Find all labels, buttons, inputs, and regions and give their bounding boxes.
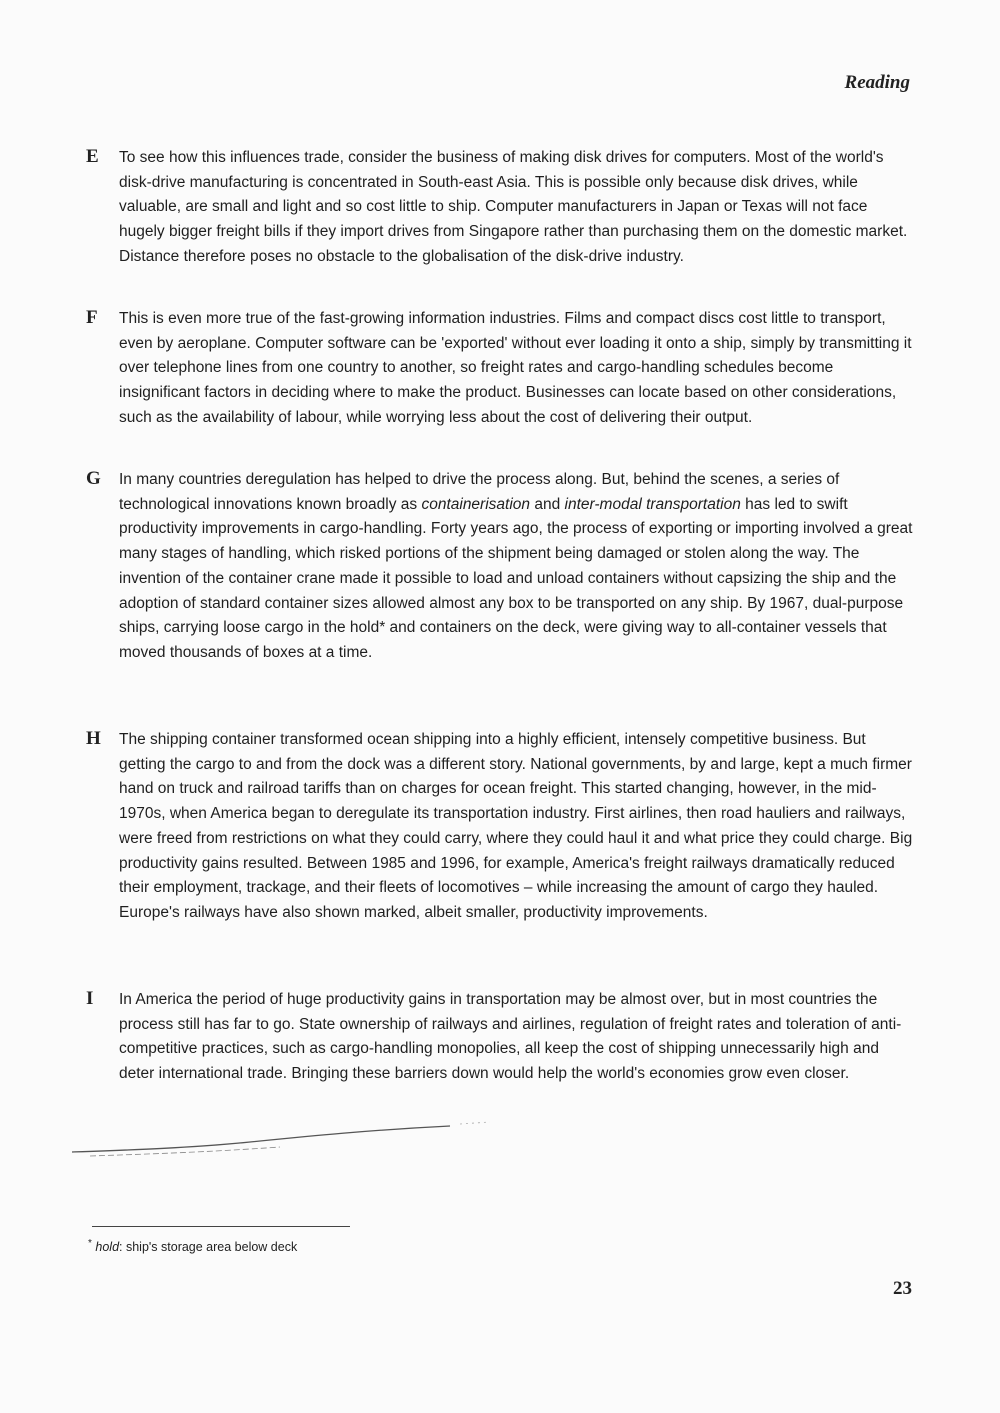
paragraph-g: [86, 468, 916, 666]
paragraph-text: The shipping container transformed ocean shipping into a highly efficient, intensely competitive business. But getting the cargo to and from the dock was a different story. National governments, by and large, kept a much firmer hand on truck and railroad tariffs than on charges for ocean freight. This started changing, however, in the mid-1970s, when America began to deregulate its transportation industry. First airlines, then road hauliers and railways, were freed from restrictions on what they could carry, where they could haul it and what price they could charge. Big productivity gains resulted. Between 1985 and 1996, for example, America's freight railways dramatically reduced their employment, trackage, and their fleets of locomotives – while increasing the amount of cargo they hauled. Europe's railways have also shown marked, albeit smaller, productivity improvements.: [119, 731, 913, 921]
paragraph-letter: I: [86, 988, 94, 1009]
paragraph-text: To see how this influences trade, consider the business of making disk drives for computers. Most of the world's disk-drive manufacturing is concentrated in South-east Asia. This is possible only because disk drives, while valuable, are small and light and so cost little to ship. Computer manufacturers in Japan or Texas will not face hugely bigger freight bills if they import drives from Singapore rather than purchasing them on the domestic market. Distance therefore poses no obstacle to the globalisation of the disk-drive industry.: [119, 149, 908, 265]
footnote-divider: [92, 1226, 350, 1227]
paragraph-text: [119, 468, 916, 666]
paragraph-letter: G: [86, 468, 101, 489]
paragraph-text: This is even more true of the fast-growing information industries. Films and compact discs cost little to transport, even by aeroplane. Computer software can be 'exported' without ever loading it onto a ship, simply by transmitting it over telephone lines from one country to another, so freight rates and cargo-handling schedules become insignificant factors in deciding where to make the product. Businesses can locate based on other considerations, such as the availability of labour, while worrying less about the cost of delivering their output.: [119, 310, 912, 426]
footnote-term: hold: [95, 1240, 120, 1255]
paragraph-e: [86, 146, 916, 270]
pen-underline-mark: [70, 1112, 500, 1162]
footnote: [88, 1238, 297, 1254]
italic-term: inter-modal transportation: [564, 495, 741, 513]
paragraph-letter: H: [86, 728, 101, 749]
footnote-definition: : ship's storage area below deck: [119, 1240, 298, 1255]
section-header: Reading: [844, 72, 910, 93]
paragraph-text-part: has led to swift productivity improvements in cargo-handling. Forty years ago, the process of exporting or importing involved a great many stages of handling, which risked portions of the shipment being damaged or stolen along the way. The invention of the container crane made it possible to load and unload containers without capsizing the ship and the adoption of standard container sizes allowed almost any box to be transported on any ship. By 1967, dual-purpose ships, carrying loose cargo in the hold* and containers on the deck, were giving way to all-container vessels that moved thousands of boxes at a time.: [119, 495, 913, 661]
paragraph-h: [86, 728, 916, 926]
paragraph-letter: F: [86, 307, 98, 328]
paragraph-i: [86, 988, 916, 1087]
italic-term: containerisation: [421, 495, 531, 513]
paragraph-text: In America the period of huge productivity gains in transportation may be almost over, but in most countries the process still has far to go. State ownership of railways and airlines, regulation of freight rates and toleration of anti-competitive practices, such as cargo-handling monopolies, all keep the cost of shipping unnecessarily high and deter international trade. Bringing these barriers down would help the world's economies grow even closer.: [119, 991, 902, 1083]
paragraph-text-part: and: [530, 495, 565, 513]
paragraph-f: [86, 307, 916, 431]
footnote-mark: *: [88, 1238, 92, 1249]
paragraph-text-part: In many countries deregulation has helped to drive the process along. But, behind the scenes, a series of technological innovations known broadly as: [119, 471, 840, 513]
page-number: 23: [893, 1278, 912, 1299]
paragraph-letter: E: [86, 146, 99, 167]
